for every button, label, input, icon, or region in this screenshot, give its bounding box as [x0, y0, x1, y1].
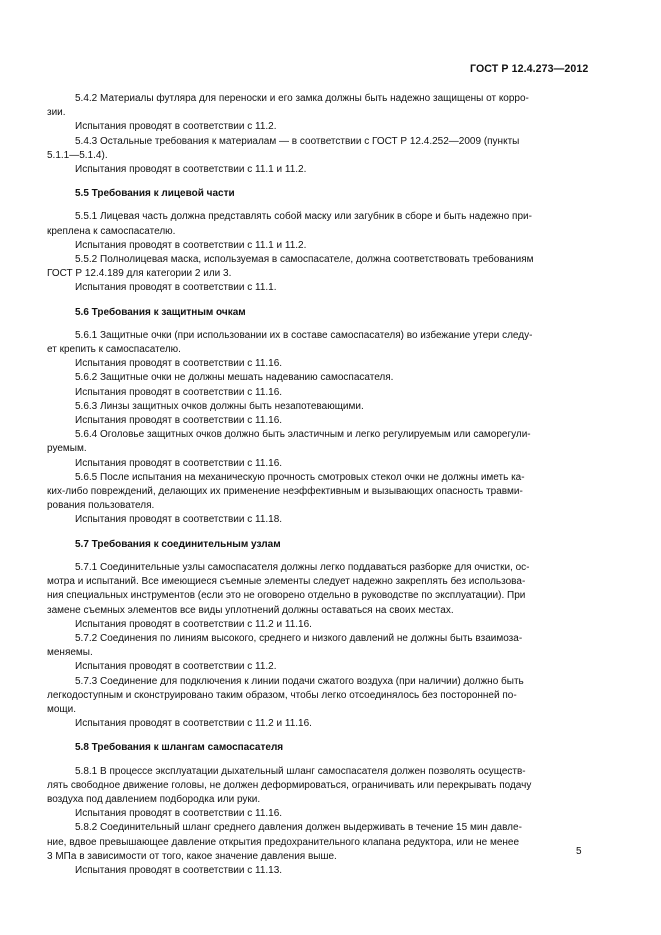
test-reference: Испытания проводят в соответствии с 11.16.: [75, 386, 283, 398]
clause-5-6-4: 5.6.4 Оголовье защитных очков должно быть эластичным и легко регулируемым или саморегули- руемым.: [47, 429, 531, 455]
page-number: 5: [576, 846, 582, 857]
clause-5-7-2: 5.7.2 Соединения по линиям высокого, среднего и низкого давлений не должны быть взаимоза- меняемы.: [47, 632, 523, 659]
clause-5-6-2: 5.6.2 Защитные очки не должны мешать надеванию самоспасателя.: [75, 372, 394, 384]
clause-5-6-1: 5.6.1 Защитные очки (при использовании их в составе самоспасателя) во избежание утери следу- ет крепить к самоспасателю.: [47, 329, 533, 356]
test-reference: Испытания проводят в соответствии с 11.2 и 11.16.: [75, 618, 312, 630]
test-reference: Испытания проводят в соответствии с 11.18.: [75, 514, 283, 526]
test-reference: Испытания проводят в соответствии с 11.13.: [75, 864, 283, 876]
section-heading-5-8: 5.8 Требования к шлангам самоспасателя: [75, 742, 284, 754]
clause-5-8-1: 5.8.1 В процессе эксплуатации дыхательный шланг самоспасателя должен позволять осуществ- лять свободное движение головы, не должен деформироваться, ограничивать или перекрывать подачу воздуха под давлением подбородка или руки.: [47, 765, 532, 805]
standard-code-header: ГОСТ Р 12.4.273—2012: [470, 63, 589, 75]
clause-5-4-3: 5.4.3 Остальные требования к материалам — в соответствии с ГОСТ Р 12.4.252—2009 (пункты 5.1.1—5.1.4).: [47, 135, 520, 161]
test-reference: Испытания проводят в соответствии с 11.16.: [75, 808, 283, 820]
clause-5-7-1: 5.7.1 Соединительные узлы самоспасателя должны легко поддаваться разборке для очистки, ос- мотра и испытаний. Все имеющиеся съемные элементы следует надежно закреплять без использова- ния специальных инструментов (если это не оговорено отдельно в руководстве по эксплуатации). При замене съемных элементов все виды уплотнений должны оставаться на своих местах.: [47, 561, 530, 616]
clause-5-6-3: 5.6.3 Линзы защитных очков должны быть незапотевающими.: [75, 400, 364, 412]
clause-5-4-2: 5.4.2 Материалы футляра для переноски и его замка должны быть надежно защищены от корро- зии.: [47, 93, 529, 119]
clause-5-7-3: 5.7.3 Соединение для подключения к линии подачи сжатого воздуха (при наличии) должно быть легкодоступным и сконструировано таким образом, чтобы легко отсоединялось без посторонней по- мощи.: [47, 675, 524, 715]
test-reference: Испытания проводят в соответствии с 11.2 и 11.16.: [75, 718, 312, 730]
test-reference: Испытания проводят в соответствии с 11.1 и 11.2.: [75, 164, 307, 176]
document-body: [47, 92, 581, 878]
test-reference: Испытания проводят в соответствии с 11.1.: [75, 282, 277, 294]
test-reference: Испытания проводят в соответствии с 11.1 и 11.2.: [75, 239, 307, 251]
test-reference: Испытания проводят в соответствии с 11.2.: [75, 121, 277, 133]
test-reference: Испытания проводят в соответствии с 11.2.: [75, 661, 277, 673]
clause-5-5-2: 5.5.2 Полнолицевая маска, используемая в самоспасателе, должна соответствовать требованиям ГОСТ Р 12.4.189 для категории 2 или 3.: [47, 254, 534, 280]
section-heading-5-5: 5.5 Требования к лицевой части: [75, 188, 235, 200]
clause-5-5-1: 5.5.1 Лицевая часть должна представлять собой маску или загубник в сборе и быть надежно при- креплена к самоспасателю.: [47, 211, 532, 237]
test-reference: Испытания проводят в соответствии с 11.16.: [75, 358, 283, 370]
clause-5-6-5: 5.6.5 После испытания на механическую прочность смотровых стекол очки не должны иметь ка- ких-либо повреждений, делающих их применение неэффективным и вызывающих опасность травми- рования пользователя.: [47, 471, 525, 512]
clause-5-8-2: 5.8.2 Соединительный шланг среднего давления должен выдерживать в течение 15 мин давле- ние, вдвое превышающее давление открытия предохранительного клапана редуктора, или не менее 3 МПа в зависимости от того, какое значение давления выше.: [47, 822, 522, 862]
section-heading-5-6: 5.6 Требования к защитным очкам: [75, 306, 246, 318]
section-heading-5-7: 5.7 Требования к соединительным узлам: [75, 538, 281, 550]
test-reference: Испытания проводят в соответствии с 11.16.: [75, 415, 283, 427]
test-reference: Испытания проводят в соответствии с 11.16.: [75, 457, 283, 469]
